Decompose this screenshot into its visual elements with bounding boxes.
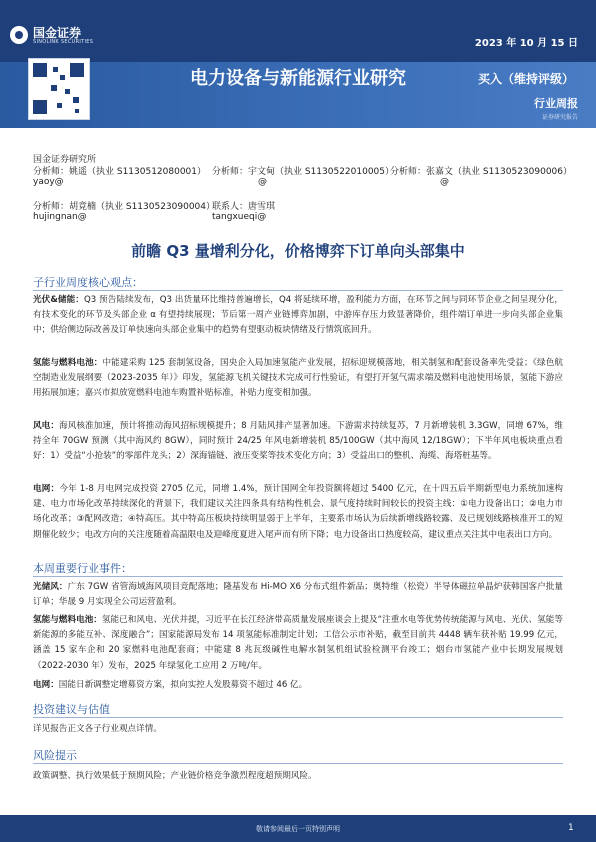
analyst-1: 分析师：姚遥（执业 S1130512080001） xyxy=(33,167,207,177)
risk-title: 风险提示 xyxy=(33,749,77,762)
investment-title: 投资建议与估值 xyxy=(33,703,110,716)
divider xyxy=(33,290,563,291)
event-grid xyxy=(33,678,563,693)
analyst-4: 分析师：胡竟楠（执业 S1130523090004） xyxy=(33,202,216,212)
analyst-3-email: @ xyxy=(440,177,449,187)
events-title: 本周重要行业事件： xyxy=(33,562,132,575)
analyst-3: 分析师：张嘉文（执业 S1130523090006） xyxy=(390,167,573,177)
report-date: 2023 年 10 月 15 日 xyxy=(474,38,578,49)
paragraph-grid xyxy=(33,482,563,543)
logo-name: 国金证券 xyxy=(33,26,82,40)
footer-disclaimer: 敬请参阅最后一页特别声明 xyxy=(256,825,340,833)
paragraph-label: 氢能与燃料电池： xyxy=(33,358,103,368)
event-hydrogen xyxy=(33,613,563,674)
investment-text: 详见报告正文各子行业观点详情。 xyxy=(33,724,162,734)
risk-text: 政策调整、执行效果低于预期风险；产业链价格竞争激烈程度超预期风险。 xyxy=(33,771,317,781)
paragraph-text: Q3 预告陆续发布，Q3 出货量环比维持普遍增长，Q4 将延续环增，盈利能力方面，在环节之间与同环节企业之间呈现分化，有技术变化的环节及头部企业 α 有望持续展现；节后第一周产业链博弈加剧，中游库存压力致显著降价，组件端订单进一步向头部企业集中；供给侧边际改善及订单快速向头部企业集中的趋势有望驱动板块情绪及行情筑底回升。 xyxy=(33,295,563,336)
event-label: 光储风： xyxy=(33,582,68,592)
rating: 买入（维持评级） xyxy=(477,72,574,86)
paragraph-label: 光伏&储能： xyxy=(33,295,84,305)
event-label: 电网： xyxy=(33,680,59,690)
event-text: 氢能已和风电、光伏并提，习近平在长江经济带高质量发展座谈会上提及“注重水电等优势传统能源与风电、光伏、氢能等新能源的多能互补、深度融合”；国家能源局发布 14 项氢能标准制定计划；工信公示市补贴，截至目前共 4448 辆车获补贴 19.99 亿元，涵盖 15 家车企和 20 家燃料电池配套商；中能建 8 兆瓦级碱性电解水制氢机组试验检测平台竣工；烟台市氢能产业中长期发展规划（2022-2030 年）发布，2025 年绿氢化工应用 2 万吨/年。 xyxy=(33,615,563,671)
paragraph-hydrogen xyxy=(33,356,563,402)
contact: 联系人：唐雪琪 xyxy=(212,202,276,212)
event-text: 国能日新调整定增募资方案，拟向实控人发股募资不超过 46 亿。 xyxy=(58,680,308,690)
analyst-4-email: hujingnan@ xyxy=(33,212,87,222)
institute-name: 国金证券研究所 xyxy=(33,155,97,165)
core-views-title: 子行业周度核心观点： xyxy=(33,276,143,289)
event-pv-storage-wind xyxy=(33,580,563,610)
report-type: 行业周报 xyxy=(534,97,578,110)
sinolink-logo-icon xyxy=(10,26,28,44)
report-title: 电力设备与新能源行业研究 xyxy=(190,68,406,89)
paragraph-label: 电网： xyxy=(33,484,60,494)
paragraph-text: 中能建采购 125 套制氢设备，国央企入局加速氢能产业发展，招标迎规模落地，相关制氢和配套设备率先受益；《绿色航空制造业发展纲要（2023-2035 年）》印发，氢能源飞机关键技术完成可行性验证，有望打开氢气需求端及燃料电池使用场景，氢能下游应用拓展加速；嘉兴市拟放宽燃料电池车购置补贴标准，补贴力度变相加强。 xyxy=(33,358,563,399)
paragraph-pv-storage xyxy=(33,293,563,339)
event-label: 氢能与燃料电池： xyxy=(33,615,102,625)
analyst-1-email: yaoy@ xyxy=(33,177,64,187)
analyst-2: 分析师：宇文甸（执业 S1130522010005） xyxy=(212,167,395,177)
report-headline: 前瞻 Q3 量增利分化，价格博弈下订单向头部集中 xyxy=(131,242,465,260)
analyst-2-email: @ xyxy=(258,177,267,187)
paragraph-wind xyxy=(33,419,563,465)
divider xyxy=(33,763,563,764)
paragraph-text: 今年 1-8 月电网完成投资 2705 亿元，同增 1.4%，预计国网全年投资额将超过 5400 亿元，在十四五后半期新型电力系统加速构建、电力市场化改革持续深化的背景下，我们建议关注四条具有结构性机会、景气度持续时间较长的投资主线：①电力设备出口；②电力市场化改革；③配网改造；④特高压。其中特高压板块持续明显弱于上半年，主要系市场认为后续新增线路较露、及已规划线路核准开工的短期催化较少；电改方向的关注度随着高温限电及迎峰度夏进入尾声而有所下降；电力设备出口热度较高，建议重点关注其中电表出口方向。 xyxy=(33,484,563,540)
divider xyxy=(33,576,563,577)
event-text: 广东 7GW 省管海域海风项目竞配落地；隆基发布 Hi-MO X6 分布式组件新品；奥特维（松瓷）半导体磁拉单晶炉获韩国客户批量订单；华晟 9 月实现全公司运营盈利。 xyxy=(33,582,563,608)
divider xyxy=(33,717,563,718)
logo-english-name: SINOLINK SECURITIES xyxy=(33,39,94,45)
page-number: 1 xyxy=(568,823,574,833)
paragraph-label: 风电： xyxy=(33,421,60,431)
contact-email: tangxueqi@ xyxy=(212,212,267,222)
report-org: 证券研究报告 xyxy=(541,114,578,121)
paragraph-text: 海风核准加速，预计将推动海风招标规模提升；8 月陆风排产显著加速。下游需求持续复苏，7 月新增装机 3.3GW，同增 67%，维持全年 70GW 预测（其中海风约 8GW），同时预计 24/25 年风电新增装机 85/100GW（其中海风 12/18GW）；下半年风电板块重点看好：1）受益“小抢装”的零部件龙头；2）深海锚链、液压变桨等技术变化方向；3）受益出口的整机、海缆、海塔桩基等。 xyxy=(33,421,563,462)
